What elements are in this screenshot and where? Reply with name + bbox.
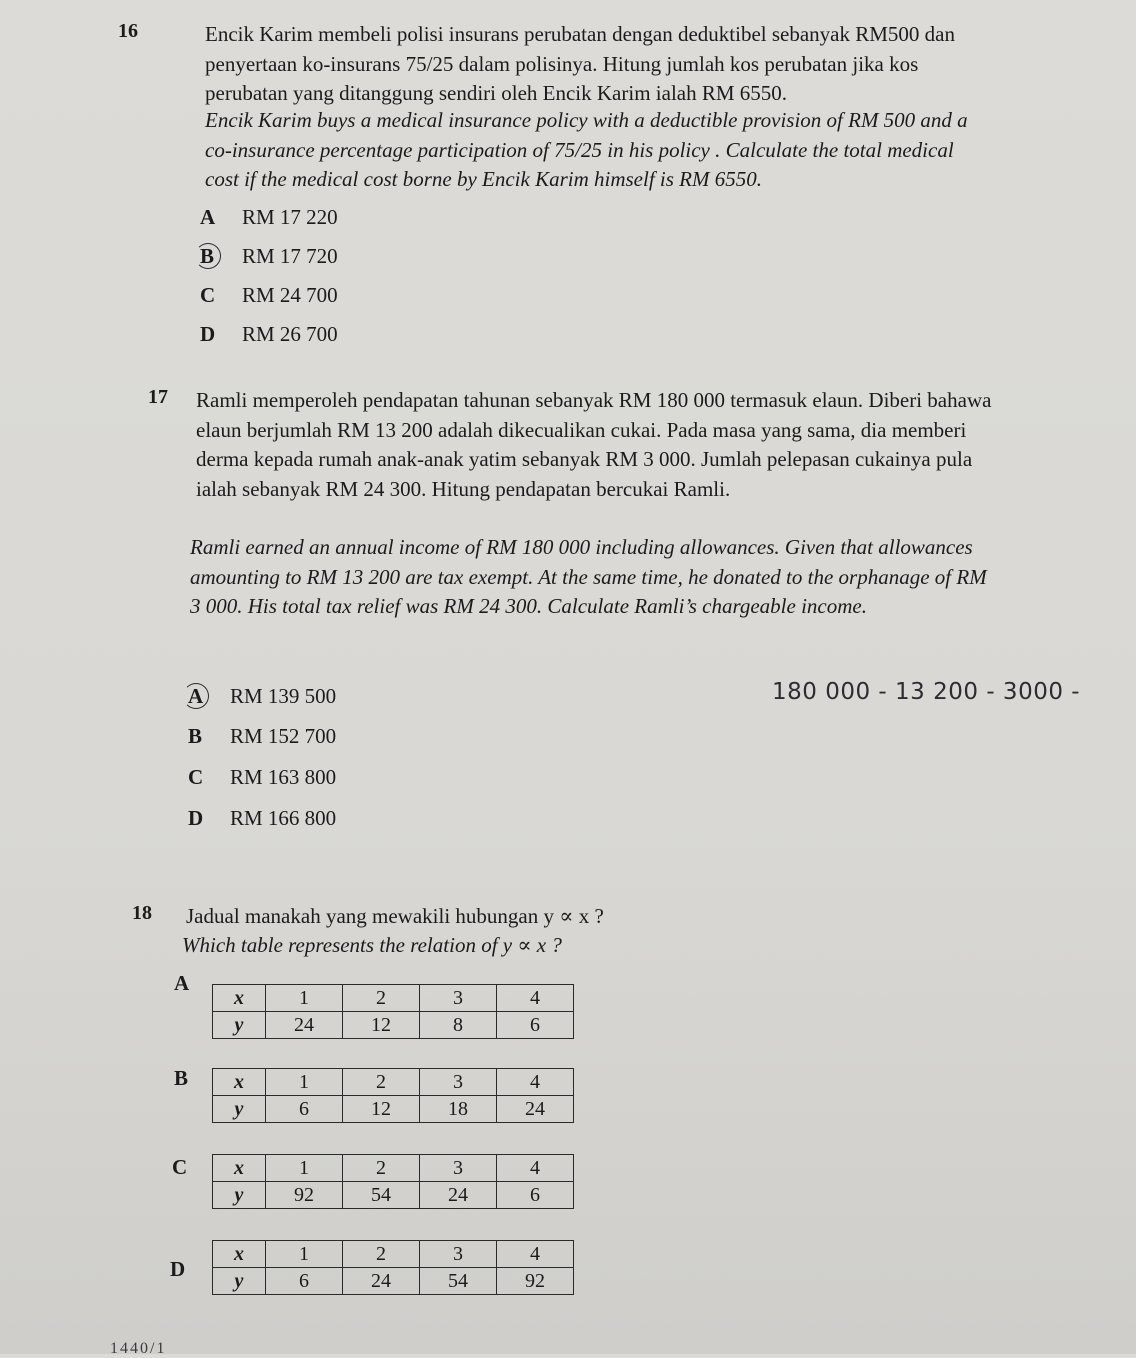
table-a-x-row: [213, 985, 574, 1012]
table-c-y-header: y: [213, 1182, 266, 1209]
question-16-malay-text: Encik Karim membeli polisi insurans perubatan dengan deduktibel sebanyak RM500 dan penyertaan ko-insurans 75/25 dalam polisinya. Hitung jumlah kos perubatan jika kos perubatan yang ditanggung sendiri oleh Encik Karim ialah RM 6550.: [205, 22, 955, 105]
q17-option-d-text: RM 166 800: [230, 806, 337, 830]
q16-option-d-letter: D: [200, 322, 216, 346]
table-b-y-row: [213, 1096, 574, 1123]
table-d-y-header: y: [213, 1268, 266, 1295]
question-17-malay-text: Ramli memperoleh pendapatan tahunan sebanyak RM 180 000 termasuk elaun. Diberi bahawa elaun berjumlah RM 13 200 adalah dikecualikan cukai. Pada masa yang sama, dia memberi derma kepada rumah anak-anak yatim sebanyak RM 3 000. Jumlah pelepasan cukainya pula ialah sebanyak RM 24 300. Hitung pendapatan bercukai Ramli.: [196, 388, 992, 501]
table-cell: 4: [497, 1241, 574, 1268]
q16-option-c-text: RM 24 700: [242, 283, 338, 307]
q16-option-b-text: RM 17 720: [242, 244, 338, 268]
q16-option-a-text: RM 17 220: [242, 205, 338, 229]
page-footer-code: 1440/1: [110, 1340, 167, 1357]
table-cell: 2: [343, 1241, 420, 1268]
table-cell: 24: [497, 1096, 574, 1123]
q16-option-d[interactable]: [200, 319, 338, 349]
table-a-y-row: [213, 1012, 574, 1039]
table-c-y-row: [213, 1182, 574, 1209]
q17-option-c-letter: C: [188, 765, 204, 789]
table-cell: 24: [420, 1182, 497, 1209]
q17-option-d-letter: D: [188, 806, 204, 830]
table-cell: 1: [266, 1155, 343, 1182]
table-a-y-header: y: [213, 1012, 266, 1039]
table-c-label[interactable]: C: [172, 1155, 188, 1179]
table-cell: 6: [266, 1096, 343, 1123]
table-cell: 3: [420, 985, 497, 1012]
table-c-x-row: [213, 1155, 574, 1182]
table-a-x-header: x: [213, 985, 266, 1012]
table-cell: 2: [343, 1155, 420, 1182]
table-cell: 4: [497, 1069, 574, 1096]
q17-option-d[interactable]: [188, 803, 336, 833]
table-cell: 12: [343, 1096, 420, 1123]
q17-option-a-letter-circled: A: [188, 681, 230, 711]
table-d-x-row: [213, 1241, 574, 1268]
table-b[interactable]: [212, 1068, 574, 1123]
question-17-english-text: Ramli earned an annual income of RM 180 000 including allowances. Given that allowances amounting to RM 13 200 are tax exempt. At the same time, he donated to the orphanage of RM 3 000. His total tax relief was RM 24 300. Calculate Ramli’s chargeable income.: [190, 535, 987, 618]
table-cell: 3: [420, 1241, 497, 1268]
q17-option-a-text: RM 139 500: [230, 684, 337, 708]
q16-option-b-letter-circled: B: [200, 241, 242, 271]
q17-option-c[interactable]: [188, 762, 336, 792]
table-cell: 6: [266, 1268, 343, 1295]
table-b-x-row: [213, 1069, 574, 1096]
q16-option-c-letter: C: [200, 283, 216, 307]
question-16-number: 16: [118, 20, 138, 42]
table-d-x-header: x: [213, 1241, 266, 1268]
table-cell: 24: [343, 1268, 420, 1295]
table-b-x-header: x: [213, 1069, 266, 1096]
q17-option-c-text: RM 163 800: [230, 765, 337, 789]
table-cell: 1: [266, 1241, 343, 1268]
q16-option-a[interactable]: [200, 202, 338, 232]
q16-option-c[interactable]: [200, 280, 338, 310]
question-16-english-text: Encik Karim buys a medical insurance policy with a deductible provision of RM 500 and a co-insurance percentage participation of 75/25 in his policy . Calculate the total medical cost if the medical cost borne by Encik Karim himself is RM 6550.: [205, 108, 968, 191]
table-cell: 92: [266, 1182, 343, 1209]
table-cell: 54: [343, 1182, 420, 1209]
table-d-label[interactable]: D: [170, 1257, 186, 1281]
table-d-y-row: [213, 1268, 574, 1295]
table-cell: 92: [497, 1268, 574, 1295]
q16-option-b[interactable]: [200, 241, 338, 271]
question-18-english-text: Which table represents the relation of y ∝ x ?: [182, 933, 562, 957]
q17-option-b-letter: B: [188, 724, 203, 748]
table-cell: 3: [420, 1069, 497, 1096]
question-18-number: 18: [132, 902, 152, 924]
q17-option-a[interactable]: [188, 681, 336, 711]
table-cell: 4: [497, 1155, 574, 1182]
table-a-label[interactable]: A: [174, 971, 190, 995]
table-cell: 1: [266, 1069, 343, 1096]
table-cell: 4: [497, 985, 574, 1012]
question-17-number: 17: [148, 386, 168, 408]
table-cell: 6: [497, 1012, 574, 1039]
table-b-y-header: y: [213, 1096, 266, 1123]
table-d[interactable]: [212, 1240, 574, 1295]
table-cell: 8: [420, 1012, 497, 1039]
table-c-x-header: x: [213, 1155, 266, 1182]
table-cell: 6: [497, 1182, 574, 1209]
table-c[interactable]: [212, 1154, 574, 1209]
question-18-malay-text: Jadual manakah yang mewakili hubungan y ∝ x ?: [186, 904, 604, 928]
q17-option-b-text: RM 152 700: [230, 724, 337, 748]
q16-option-d-text: RM 26 700: [242, 322, 338, 346]
table-b-label[interactable]: B: [174, 1066, 189, 1090]
table-cell: 24: [266, 1012, 343, 1039]
table-cell: 3: [420, 1155, 497, 1182]
table-a[interactable]: [212, 984, 574, 1039]
table-cell: 54: [420, 1268, 497, 1295]
handwritten-working: 180 000 - 13 200 - 3000 -: [772, 679, 1081, 705]
q17-option-b[interactable]: [188, 721, 336, 751]
table-cell: 2: [343, 985, 420, 1012]
table-cell: 1: [266, 985, 343, 1012]
table-cell: 12: [343, 1012, 420, 1039]
table-cell: 18: [420, 1096, 497, 1123]
q16-option-a-letter: A: [200, 205, 216, 229]
table-cell: 2: [343, 1069, 420, 1096]
